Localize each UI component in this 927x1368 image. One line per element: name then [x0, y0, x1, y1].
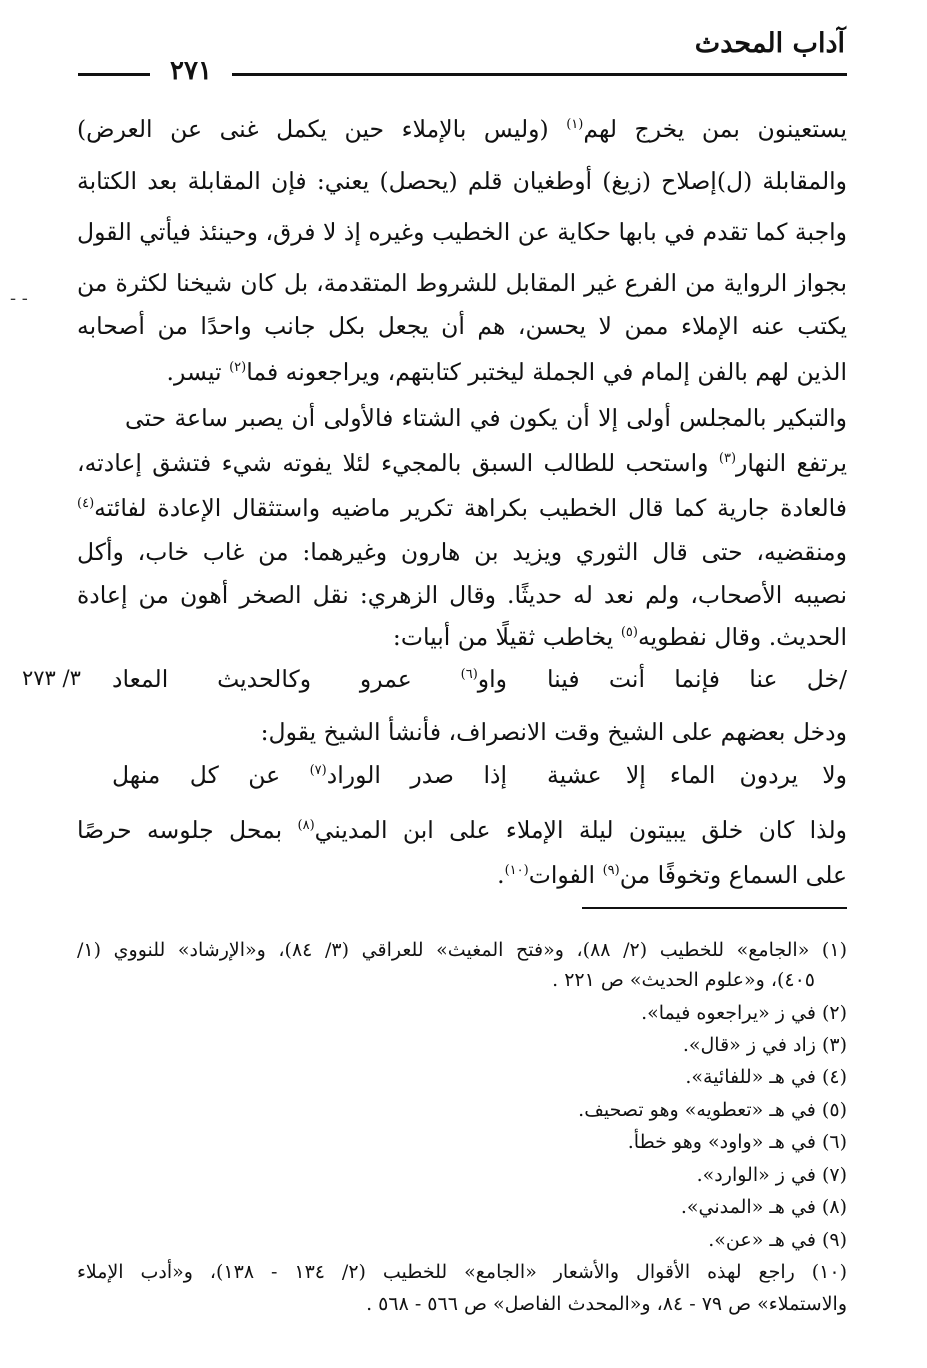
footnote-1-line-2: ٤٠٥)، و«علوم الحديث» ص ٢٢١ . [552, 969, 815, 991]
header-rule-left [78, 73, 150, 76]
verse-2-second-half: إذا صدر الوراد$^{(٧)}$ عن كل منهل [112, 761, 507, 789]
page-number: ٢٧١ [170, 56, 212, 86]
footnote-10-line-1: (١٠) راجع لهذه الأقوال والأشعار «الجامع» للخطيب (٢/ ١٣٤ - ١٣٨)، و«أدب الإملاء [77, 1261, 847, 1283]
footnote-5: (٥) في هـ «تعطويه» وهو تصحيف. [578, 1099, 847, 1121]
text-line-4: بجواز الرواية من الفرع غير المقابل للشروط المتقدمة، بل كان شيخنا لكثرة من [77, 269, 847, 297]
text-line-2: والمقابلة (ل)إصلاح (زيغ) أوطغيان قلم (يحصل) يعني: فإن المقابلة بعد الكتابة [77, 167, 847, 195]
text-line-9: فالعادة جارية كما قال الخطيب بكراهة تكرير ماضيه واستثقال الإعادة لفائته$^{(٤)}$ [77, 494, 847, 522]
footnote-6: (٦) في هـ «واود» وهو خطأ. [627, 1131, 847, 1153]
footnote-7: (٧) في ز «الوارد». [696, 1164, 847, 1186]
closing-line-2: على السماع وتخوفًا من$^{(٩)}$ الفوات$^{(١٠)}$. [497, 861, 847, 889]
text-line-8: يرتفع النهار$^{(٣)}$ واستحب للطالب السبق بالمجيء لئلا يفوته شيء فتشق إعادته، [77, 449, 847, 477]
running-title: آداب المحدث [694, 28, 845, 59]
text-line-3: واجبة كما تقدم في بابها حكاية عن الخطيب وغيره إذ لا فرق، وحينئذ فيأتي القول [77, 218, 847, 246]
footnote-10-line-2: والاستملاء» ص ٧٩ - ٨٤، و«المحدث الفاصل» ص ٥٦٦ - ٥٦٨ . [366, 1293, 847, 1315]
text-line-5: يكتب عنه الإملاء ممن لا يحسن، هم أن يجعل بكل جانب واحدًا من أصحابه [77, 312, 847, 340]
after-verse-line: ودخل بعضهم على الشيخ وقت الانصراف، فأنشأ الشيخ يقول: [260, 718, 847, 746]
footnote-2: (٢) في ز «يراجعوه فيما». [641, 1002, 847, 1024]
margin-reference: ٣/ ٢٧٣ [22, 666, 81, 690]
footnote-rule [582, 907, 847, 909]
footnote-1-line-1: (١) «الجامع» للخطيب (٢/ ٨٨)، و«فتح المغيث» للعراقي (٣/ ٨٤)، و«الإرشاد» للنووي (١/ [77, 939, 847, 961]
margin-mark: - - [10, 288, 28, 309]
header-rule-right [232, 73, 847, 76]
verse-1-first-half: /خل عنا فإنما أنت فينا [547, 665, 847, 693]
footnote-3: (٣) زاد في ز «قال». [682, 1034, 847, 1056]
text-line-11: نصيبه الأصحاب، ولم نعد له حديثًا. وقال الزهري: نقل الصخر أهون من إعادة [77, 581, 847, 609]
text-line-6: الذين لهم بالفن إلمام في الجملة ليختبر كتابتهم، ويراجعونه فما$^{(٢)}$ تيسر. [166, 358, 847, 386]
closing-line-1: ولذا كان خلق يبيتون ليلة الإملاء على ابن المديني$^{(٨)}$ بمحل جلوسه حرصًا [77, 816, 847, 844]
verse-2-first-half: ولا يردون الماء إلا عشية [547, 761, 847, 789]
text-line-1: يستعينون بمن يخرج لهم$^{(١)}$ (وليس بالإملاء حين يكمل غنى عن العرض) [77, 115, 847, 143]
text-line-10: ومنقضيه، حتى قال الثوري ويزيد بن هارون وغيرهما: من غاب خاب، وأكل [77, 538, 847, 566]
text-line-7: والتبكير بالمجلس أولى إلا أن يكون في الشتاء فالأولى أن يصبر ساعة حتى [125, 404, 847, 432]
verse-1-second-half: واو$^{(٦)}$ عمرو وكالحديث المعاد [112, 665, 507, 693]
footnote-9: (٩) في هـ «عن». [708, 1229, 847, 1251]
footnote-8: (٨) في هـ «المدني». [680, 1196, 847, 1218]
footnote-4: (٤) في هـ «للفائية». [685, 1066, 847, 1088]
text-line-12: الحديث. وقال نفطويه$^{(٥)}$ يخاطب ثقيلًا من أبيات: [392, 623, 847, 651]
